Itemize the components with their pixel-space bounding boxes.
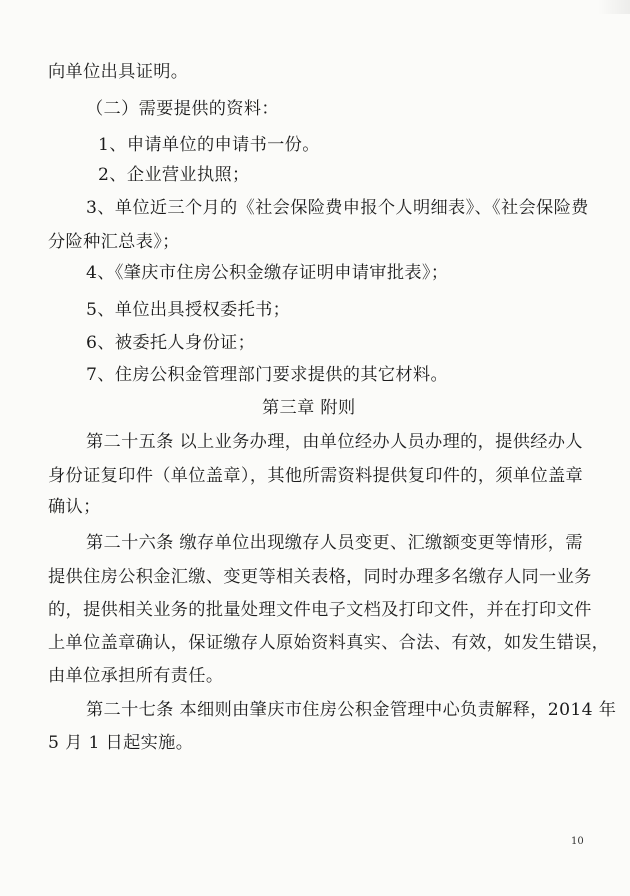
- list-item-6: 6、被委托人身份证；: [86, 333, 256, 353]
- list-item-3-continued: 分险种汇总表》；: [48, 232, 180, 252]
- scan-edge-shadow: [598, 0, 630, 14]
- article-27-line-2: 5 月 1 日起实施。: [48, 733, 194, 753]
- article-26-line-2: 提供住房公积金汇缴、变更等相关表格，同时办理多名缴存人同一业务: [48, 567, 592, 587]
- list-item-7: 7、住房公积金管理部门要求提供的其它材料。: [86, 365, 449, 385]
- article-27-line-1: 第二十七条 本细则由肇庆市住房公积金管理中心负责解释，2014 年: [86, 700, 617, 720]
- article-26-line-5: 由单位承担所有责任。: [48, 666, 224, 686]
- list-item-1: 1、申请单位的申请书一份。: [98, 135, 320, 155]
- article-25-line-2: 身份证复印件（单位盖章），其他所需资料提供复印件的，须单位盖章: [48, 466, 584, 486]
- article-26-line-4: 上单位盖章确认，保证缴存人原始资料真实、合法、有效，如发生错误，: [48, 633, 610, 653]
- section-heading-required-materials: （二）需要提供的资料：: [86, 99, 279, 119]
- list-item-4: 4、《肇庆市住房公积金缴存证明申请审批表》；: [86, 263, 449, 283]
- chapter-heading: 第三章 附则: [262, 398, 356, 418]
- article-25-line-3: 确认；: [48, 497, 101, 517]
- page-number: 10: [571, 836, 584, 847]
- text-line-1: 向单位出具证明。: [48, 62, 189, 82]
- list-item-2: 2、企业营业执照；: [98, 165, 250, 185]
- article-26-line-3: 的，提供相关业务的批量处理文件电子文档及打印文件，并在打印文件: [48, 600, 592, 620]
- article-25-line-1: 第二十五条 以上业务办理，由单位经办人员办理的，提供经办人: [86, 432, 583, 452]
- article-26-line-1: 第二十六条 缴存单位出现缴存人员变更、汇缴额变更等情形，需: [86, 533, 583, 553]
- list-item-3: 3、单位近三个月的《社会保险费申报个人明细表》、《社会保险费: [86, 198, 589, 218]
- list-item-5: 5、单位出具授权委托书；: [86, 300, 291, 320]
